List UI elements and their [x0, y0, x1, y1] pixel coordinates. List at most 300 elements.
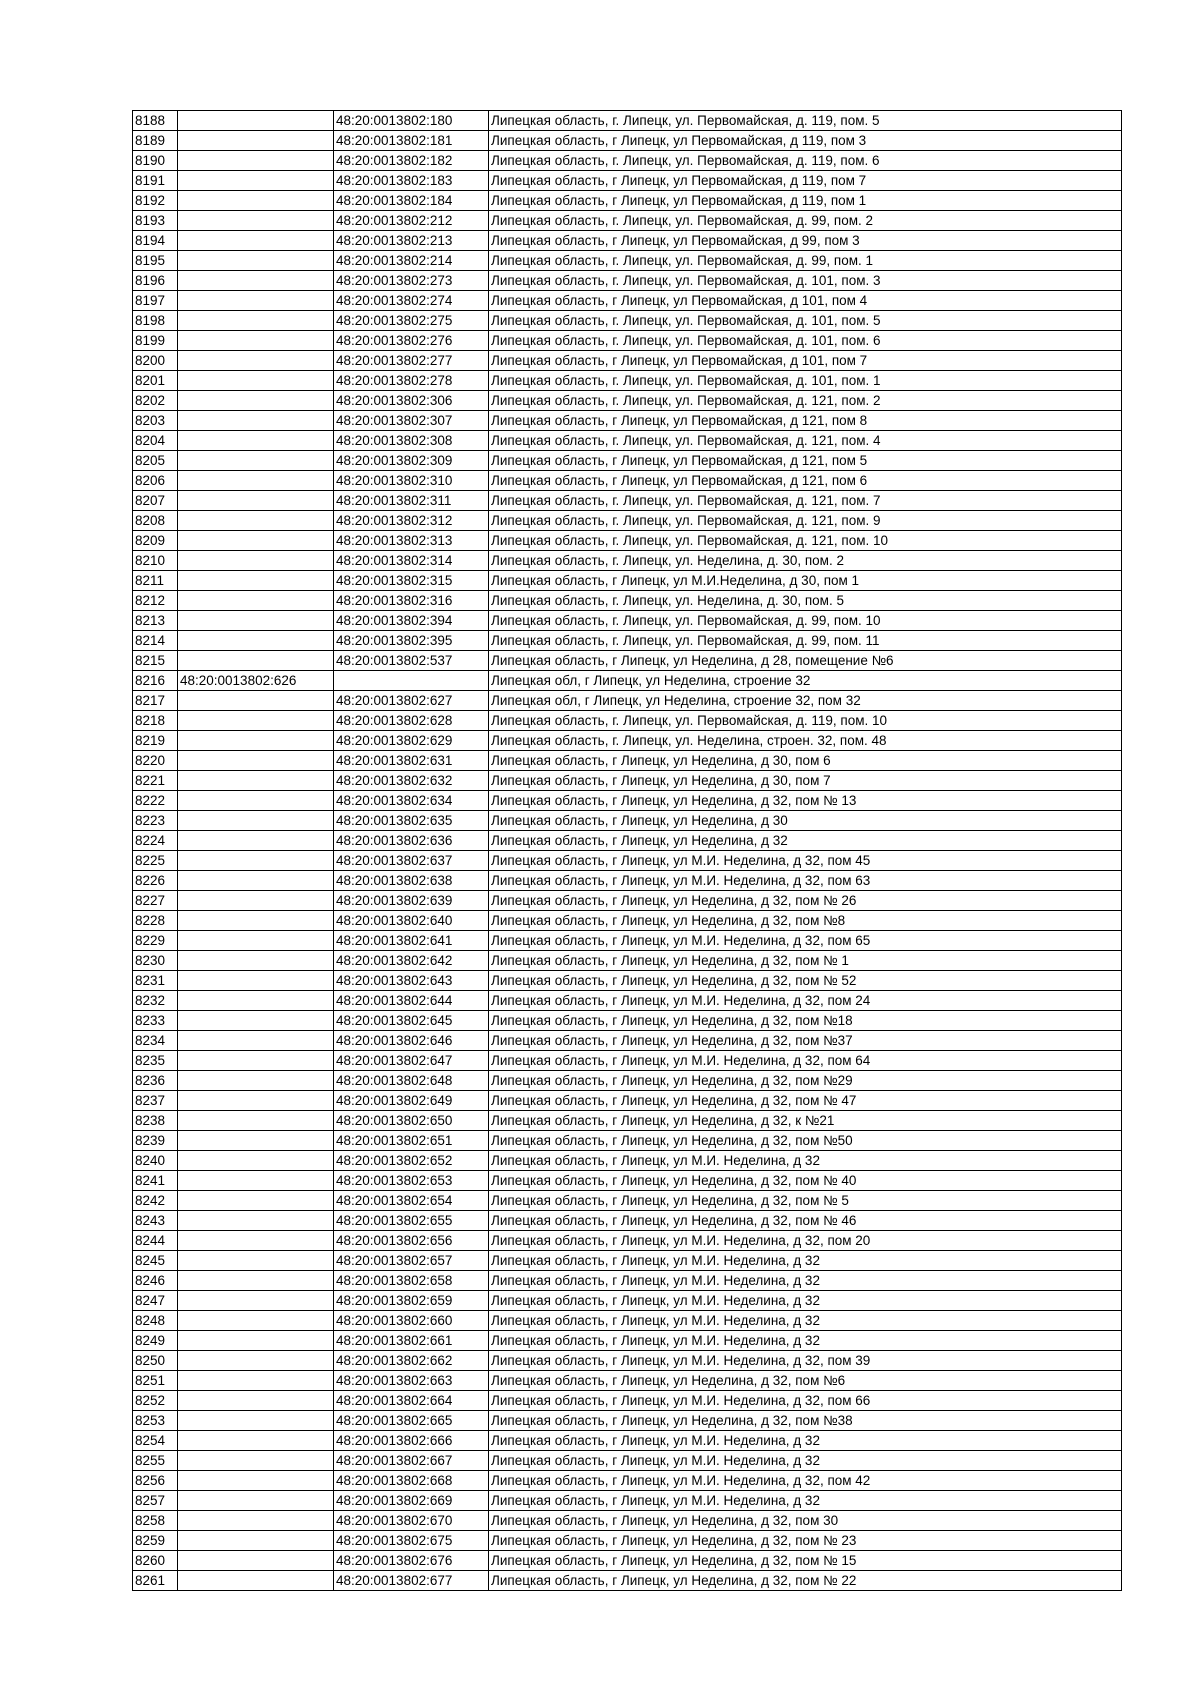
table-row: [133, 651, 1122, 671]
parent-cadastral-number-cell: [178, 1291, 334, 1311]
address-cell: Липецкая область, г Липецк, ул Неделина, д 30, пом 6: [489, 751, 1122, 771]
cadastral-number-cell: 48:20:0013802:183: [334, 171, 489, 191]
cadastral-number-cell: 48:20:0013802:634: [334, 791, 489, 811]
address-cell: Липецкая область, г Липецк, ул М.И. Неделина, д 32, пом 24: [489, 991, 1122, 1011]
table-row: [133, 1191, 1122, 1211]
table-row: [133, 791, 1122, 811]
address-cell: Липецкая область, г Липецк, ул Первомайская, д 101, пом 4: [489, 291, 1122, 311]
table-row: [133, 1411, 1122, 1431]
cadastral-number-cell: 48:20:0013802:212: [334, 211, 489, 231]
parent-cadastral-number-cell: [178, 1391, 334, 1411]
parent-cadastral-number-cell: [178, 1551, 334, 1571]
row-number-cell: 8257: [133, 1491, 178, 1511]
row-number-cell: 8203: [133, 411, 178, 431]
row-number-cell: 8245: [133, 1251, 178, 1271]
table-body: [133, 111, 1122, 1591]
table-row: [133, 911, 1122, 931]
cadastral-number-cell: 48:20:0013802:647: [334, 1051, 489, 1071]
table-row: [133, 931, 1122, 951]
table-row: [133, 271, 1122, 291]
row-number-cell: 8198: [133, 311, 178, 331]
cadastral-number-cell: 48:20:0013802:632: [334, 771, 489, 791]
parent-cadastral-number-cell: [178, 1231, 334, 1251]
table-row: [133, 711, 1122, 731]
table-row: [133, 451, 1122, 471]
table-row: [133, 851, 1122, 871]
row-number-cell: 8222: [133, 791, 178, 811]
cadastral-number-cell: 48:20:0013802:313: [334, 531, 489, 551]
cadastral-number-cell: 48:20:0013802:629: [334, 731, 489, 751]
parent-cadastral-number-cell: [178, 831, 334, 851]
address-cell: Липецкая область, г Липецк, ул М.И. Неделина, д 32, пом 42: [489, 1471, 1122, 1491]
table-row: [133, 151, 1122, 171]
cadastral-number-cell: 48:20:0013802:627: [334, 691, 489, 711]
row-number-cell: 8229: [133, 931, 178, 951]
row-number-cell: 8221: [133, 771, 178, 791]
row-number-cell: 8230: [133, 951, 178, 971]
address-cell: Липецкая область, г. Липецк, ул. Первомайская, д. 99, пом. 11: [489, 631, 1122, 651]
cadastral-number-cell: [334, 671, 489, 691]
address-cell: Липецкая область, г. Липецк, ул. Первомайская, д. 119, пом. 5: [489, 111, 1122, 131]
parent-cadastral-number-cell: [178, 1191, 334, 1211]
cadastral-number-cell: 48:20:0013802:653: [334, 1171, 489, 1191]
row-number-cell: 8234: [133, 1031, 178, 1051]
row-number-cell: 8217: [133, 691, 178, 711]
row-number-cell: 8238: [133, 1111, 178, 1131]
cadastral-number-cell: 48:20:0013802:276: [334, 331, 489, 351]
cadastral-number-cell: 48:20:0013802:648: [334, 1071, 489, 1091]
cadastral-number-cell: 48:20:0013802:638: [334, 871, 489, 891]
row-number-cell: 8255: [133, 1451, 178, 1471]
cadastral-number-cell: 48:20:0013802:641: [334, 931, 489, 951]
cadastral-number-cell: 48:20:0013802:277: [334, 351, 489, 371]
address-cell: Липецкая область, г Липецк, ул М.И. Неделина, д 32, пом 20: [489, 1231, 1122, 1251]
address-cell: Липецкая область, г Липецк, ул М.И. Неделина, д 32: [489, 1451, 1122, 1471]
parent-cadastral-number-cell: [178, 1451, 334, 1471]
parent-cadastral-number-cell: [178, 1091, 334, 1111]
address-cell: Липецкая область, г. Липецк, ул. Первомайская, д. 121, пом. 7: [489, 491, 1122, 511]
row-number-cell: 8227: [133, 891, 178, 911]
row-number-cell: 8243: [133, 1211, 178, 1231]
row-number-cell: 8209: [133, 531, 178, 551]
parent-cadastral-number-cell: [178, 651, 334, 671]
table-row: [133, 971, 1122, 991]
address-cell: Липецкая область, г. Липецк, ул. Первомайская, д. 101, пом. 3: [489, 271, 1122, 291]
cadastral-number-cell: 48:20:0013802:650: [334, 1111, 489, 1131]
table-row: [133, 1351, 1122, 1371]
cadastral-number-cell: 48:20:0013802:631: [334, 751, 489, 771]
cadastral-number-cell: 48:20:0013802:643: [334, 971, 489, 991]
parent-cadastral-number-cell: [178, 471, 334, 491]
cadastral-number-cell: 48:20:0013802:311: [334, 491, 489, 511]
address-cell: Липецкая область, г. Липецк, ул. Первомайская, д. 121, пом. 2: [489, 391, 1122, 411]
table-row: [133, 1331, 1122, 1351]
cadastral-number-cell: 48:20:0013802:181: [334, 131, 489, 151]
row-number-cell: 8205: [133, 451, 178, 471]
table-row: [133, 431, 1122, 451]
table-row: [133, 1451, 1122, 1471]
table-row: [133, 1151, 1122, 1171]
address-cell: Липецкая область, г. Липецк, ул. Первомайская, д. 99, пом. 1: [489, 251, 1122, 271]
parent-cadastral-number-cell: [178, 271, 334, 291]
cadastral-number-cell: 48:20:0013802:628: [334, 711, 489, 731]
address-cell: Липецкая область, г. Липецк, ул. Неделина, д. 30, пом. 2: [489, 551, 1122, 571]
cadastral-number-cell: 48:20:0013802:395: [334, 631, 489, 651]
row-number-cell: 8261: [133, 1571, 178, 1591]
address-cell: Липецкая область, г Липецк, ул Неделина, д 32, пом № 22: [489, 1571, 1122, 1591]
cadastral-number-cell: 48:20:0013802:310: [334, 471, 489, 491]
address-cell: Липецкая область, г Липецк, ул Неделина, д 32, пом № 47: [489, 1091, 1122, 1111]
table-row: [133, 311, 1122, 331]
address-cell: Липецкая область, г. Липецк, ул. Первомайская, д. 101, пом. 5: [489, 311, 1122, 331]
parent-cadastral-number-cell: [178, 971, 334, 991]
parent-cadastral-number-cell: [178, 1211, 334, 1231]
row-number-cell: 8248: [133, 1311, 178, 1331]
cadastral-number-cell: 48:20:0013802:666: [334, 1431, 489, 1451]
row-number-cell: 8235: [133, 1051, 178, 1071]
parent-cadastral-number-cell: [178, 431, 334, 451]
row-number-cell: 8252: [133, 1391, 178, 1411]
address-cell: Липецкая область, г Липецк, ул Первомайская, д 121, пом 6: [489, 471, 1122, 491]
row-number-cell: 8204: [133, 431, 178, 451]
address-cell: Липецкая область, г Липецк, ул М.И. Неделина, д 32: [489, 1291, 1122, 1311]
row-number-cell: 8244: [133, 1231, 178, 1251]
table-row: [133, 1511, 1122, 1531]
row-number-cell: 8219: [133, 731, 178, 751]
parent-cadastral-number-cell: [178, 1111, 334, 1131]
parent-cadastral-number-cell: [178, 1491, 334, 1511]
row-number-cell: 8260: [133, 1551, 178, 1571]
parent-cadastral-number-cell: [178, 1511, 334, 1531]
address-cell: Липецкая область, г Липецк, ул М.И. Неделина, д 32: [489, 1311, 1122, 1331]
address-cell: Липецкая область, г Липецк, ул Первомайская, д 119, пом 3: [489, 131, 1122, 151]
address-cell: Липецкая область, г Липецк, ул Неделина, д 32, пом №8: [489, 911, 1122, 931]
cadastral-number-cell: 48:20:0013802:644: [334, 991, 489, 1011]
cadastral-number-cell: 48:20:0013802:655: [334, 1211, 489, 1231]
table-row: [133, 1291, 1122, 1311]
table-row: [133, 1071, 1122, 1091]
table-row: [133, 1131, 1122, 1151]
parent-cadastral-number-cell: [178, 211, 334, 231]
row-number-cell: 8240: [133, 1151, 178, 1171]
parent-cadastral-number-cell: [178, 731, 334, 751]
cadastral-number-cell: 48:20:0013802:651: [334, 1131, 489, 1151]
cadastral-number-cell: 48:20:0013802:308: [334, 431, 489, 451]
cadastral-number-cell: 48:20:0013802:635: [334, 811, 489, 831]
row-number-cell: 8191: [133, 171, 178, 191]
address-cell: Липецкая область, г Липецк, ул Неделина, д 32, пом № 1: [489, 951, 1122, 971]
row-number-cell: 8241: [133, 1171, 178, 1191]
table-row: [133, 891, 1122, 911]
cadastral-number-cell: 48:20:0013802:665: [334, 1411, 489, 1431]
cadastral-number-cell: 48:20:0013802:273: [334, 271, 489, 291]
table-row: [133, 691, 1122, 711]
row-number-cell: 8196: [133, 271, 178, 291]
address-cell: Липецкая область, г Липецк, ул Неделина, д 32, пом 30: [489, 1511, 1122, 1531]
table-row: [133, 1431, 1122, 1451]
address-cell: Липецкая область, г. Липецк, ул. Первомайская, д. 99, пом. 2: [489, 211, 1122, 231]
table-row: [133, 231, 1122, 251]
table-row: [133, 291, 1122, 311]
cadastral-number-cell: 48:20:0013802:274: [334, 291, 489, 311]
parent-cadastral-number-cell: [178, 391, 334, 411]
cadastral-number-cell: 48:20:0013802:664: [334, 1391, 489, 1411]
table-row: [133, 1371, 1122, 1391]
table-row: [133, 1091, 1122, 1111]
row-number-cell: 8210: [133, 551, 178, 571]
address-cell: Липецкая область, г Липецк, ул Первомайская, д 119, пом 7: [489, 171, 1122, 191]
parent-cadastral-number-cell: [178, 1531, 334, 1551]
address-cell: Липецкая область, г Липецк, ул М.И. Неделина, д 32, пом 66: [489, 1391, 1122, 1411]
row-number-cell: 8215: [133, 651, 178, 671]
cadastral-number-cell: 48:20:0013802:636: [334, 831, 489, 851]
parent-cadastral-number-cell: [178, 531, 334, 551]
cadastral-number-cell: 48:20:0013802:675: [334, 1531, 489, 1551]
parent-cadastral-number-cell: [178, 811, 334, 831]
address-cell: Липецкая область, г Липецк, ул Неделина, д 32, пом № 23: [489, 1531, 1122, 1551]
row-number-cell: 8218: [133, 711, 178, 731]
cadastral-number-cell: 48:20:0013802:275: [334, 311, 489, 331]
address-cell: Липецкая область, г Липецк, ул Неделина, д 28, помещение №6: [489, 651, 1122, 671]
table-row: [133, 1011, 1122, 1031]
parent-cadastral-number-cell: [178, 1371, 334, 1391]
parent-cadastral-number-cell: [178, 1071, 334, 1091]
parent-cadastral-number-cell: 48:20:0013802:626: [178, 671, 334, 691]
parent-cadastral-number-cell: [178, 171, 334, 191]
table-row: [133, 1471, 1122, 1491]
parent-cadastral-number-cell: [178, 851, 334, 871]
cadastral-number-cell: 48:20:0013802:662: [334, 1351, 489, 1371]
address-cell: Липецкая обл, г Липецк, ул Неделина, строение 32, пом 32: [489, 691, 1122, 711]
table-row: [133, 1491, 1122, 1511]
parent-cadastral-number-cell: [178, 311, 334, 331]
parent-cadastral-number-cell: [178, 891, 334, 911]
row-number-cell: 8192: [133, 191, 178, 211]
cadastral-number-cell: 48:20:0013802:661: [334, 1331, 489, 1351]
table-row: [133, 871, 1122, 891]
table-row: [133, 211, 1122, 231]
row-number-cell: 8190: [133, 151, 178, 171]
cadastral-number-cell: 48:20:0013802:656: [334, 1231, 489, 1251]
row-number-cell: 8237: [133, 1091, 178, 1111]
address-cell: Липецкая область, г. Липецк, ул. Первомайская, д. 119, пом. 10: [489, 711, 1122, 731]
row-number-cell: 8199: [133, 331, 178, 351]
cadastral-number-cell: 48:20:0013802:309: [334, 451, 489, 471]
address-cell: Липецкая область, г Липецк, ул Неделина, д 32, пом № 13: [489, 791, 1122, 811]
cadastral-number-cell: 48:20:0013802:654: [334, 1191, 489, 1211]
address-cell: Липецкая область, г Липецк, ул М.И. Неделина, д 32, пом 39: [489, 1351, 1122, 1371]
table-row: [133, 1051, 1122, 1071]
address-cell: Липецкая область, г Липецк, ул Первомайская, д 101, пом 7: [489, 351, 1122, 371]
row-number-cell: 8211: [133, 571, 178, 591]
address-cell: Липецкая область, г Липецк, ул Неделина, д 32, пом № 5: [489, 1191, 1122, 1211]
parent-cadastral-number-cell: [178, 751, 334, 771]
address-cell: Липецкая область, г Липецк, ул М.И.Неделина, д 30, пом 1: [489, 571, 1122, 591]
row-number-cell: 8259: [133, 1531, 178, 1551]
row-number-cell: 8193: [133, 211, 178, 231]
parent-cadastral-number-cell: [178, 1251, 334, 1271]
address-cell: Липецкая область, г Липецк, ул Неделина, д 32: [489, 831, 1122, 851]
cadastral-number-cell: 48:20:0013802:676: [334, 1551, 489, 1571]
row-number-cell: 8233: [133, 1011, 178, 1031]
address-cell: Липецкая область, г Липецк, ул М.И. Неделина, д 32: [489, 1431, 1122, 1451]
row-number-cell: 8232: [133, 991, 178, 1011]
address-cell: Липецкая область, г Липецк, ул М.И. Неделина, д 32, пом 64: [489, 1051, 1122, 1071]
address-cell: Липецкая область, г Липецк, ул Неделина, д 30: [489, 811, 1122, 831]
table-row: [133, 671, 1122, 691]
address-cell: Липецкая область, г Липецк, ул Неделина, д 32, пом №50: [489, 1131, 1122, 1151]
cadastral-number-cell: 48:20:0013802:667: [334, 1451, 489, 1471]
address-cell: Липецкая область, г Липецк, ул Неделина, д 32, пом № 26: [489, 891, 1122, 911]
table-row: [133, 631, 1122, 651]
row-number-cell: 8228: [133, 911, 178, 931]
parent-cadastral-number-cell: [178, 411, 334, 431]
row-number-cell: 8246: [133, 1271, 178, 1291]
row-number-cell: 8212: [133, 591, 178, 611]
table-row: [133, 491, 1122, 511]
row-number-cell: 8231: [133, 971, 178, 991]
address-cell: Липецкая область, г Липецк, ул Первомайская, д 121, пом 8: [489, 411, 1122, 431]
cadastral-number-cell: 48:20:0013802:642: [334, 951, 489, 971]
table-row: [133, 951, 1122, 971]
table-row: [133, 411, 1122, 431]
row-number-cell: 8194: [133, 231, 178, 251]
cadastral-number-cell: 48:20:0013802:657: [334, 1251, 489, 1271]
cadastral-number-cell: 48:20:0013802:658: [334, 1271, 489, 1291]
row-number-cell: 8242: [133, 1191, 178, 1211]
cadastral-number-cell: 48:20:0013802:213: [334, 231, 489, 251]
parent-cadastral-number-cell: [178, 691, 334, 711]
address-cell: Липецкая область, г Липецк, ул Первомайская, д 121, пом 5: [489, 451, 1122, 471]
table-row: [133, 531, 1122, 551]
row-number-cell: 8206: [133, 471, 178, 491]
cadastral-number-cell: 48:20:0013802:537: [334, 651, 489, 671]
table-row: [133, 371, 1122, 391]
table-row: [133, 1531, 1122, 1551]
table-row: [133, 1271, 1122, 1291]
parent-cadastral-number-cell: [178, 1331, 334, 1351]
cadastral-number-cell: 48:20:0013802:278: [334, 371, 489, 391]
table-row: [133, 191, 1122, 211]
row-number-cell: 8236: [133, 1071, 178, 1091]
parent-cadastral-number-cell: [178, 1151, 334, 1171]
parent-cadastral-number-cell: [178, 331, 334, 351]
cadastral-number-cell: 48:20:0013802:182: [334, 151, 489, 171]
row-number-cell: 8197: [133, 291, 178, 311]
address-cell: Липецкая область, г Липецк, ул М.И. Неделина, д 32, пом 65: [489, 931, 1122, 951]
table-row: [133, 351, 1122, 371]
row-number-cell: 8256: [133, 1471, 178, 1491]
address-cell: Липецкая область, г Липецк, ул Неделина, д 32, пом №18: [489, 1011, 1122, 1031]
row-number-cell: 8216: [133, 671, 178, 691]
address-cell: Липецкая область, г Липецк, ул М.И. Неделина, д 32: [489, 1491, 1122, 1511]
address-cell: Липецкая область, г. Липецк, ул. Первомайская, д. 121, пом. 10: [489, 531, 1122, 551]
property-table: [132, 110, 1122, 1591]
cadastral-number-cell: 48:20:0013802:668: [334, 1471, 489, 1491]
cadastral-number-cell: 48:20:0013802:639: [334, 891, 489, 911]
address-cell: Липецкая область, г Липецк, ул М.И. Неделина, д 32: [489, 1331, 1122, 1351]
table-row: [133, 731, 1122, 751]
row-number-cell: 8213: [133, 611, 178, 631]
row-number-cell: 8253: [133, 1411, 178, 1431]
address-cell: Липецкая область, г. Липецк, ул. Первомайская, д. 101, пом. 1: [489, 371, 1122, 391]
parent-cadastral-number-cell: [178, 1271, 334, 1291]
address-cell: Липецкая область, г Липецк, ул М.И. Неделина, д 32: [489, 1251, 1122, 1271]
parent-cadastral-number-cell: [178, 111, 334, 131]
parent-cadastral-number-cell: [178, 1031, 334, 1051]
table-row: [133, 171, 1122, 191]
cadastral-number-cell: 48:20:0013802:316: [334, 591, 489, 611]
table-row: [133, 111, 1122, 131]
cadastral-number-cell: 48:20:0013802:670: [334, 1511, 489, 1531]
parent-cadastral-number-cell: [178, 551, 334, 571]
row-number-cell: 8247: [133, 1291, 178, 1311]
row-number-cell: 8250: [133, 1351, 178, 1371]
table-row: [133, 1211, 1122, 1231]
table-row: [133, 831, 1122, 851]
parent-cadastral-number-cell: [178, 451, 334, 471]
address-cell: Липецкая область, г Липецк, ул Неделина, д 32, пом №6: [489, 1371, 1122, 1391]
table-row: [133, 1391, 1122, 1411]
row-number-cell: 8225: [133, 851, 178, 871]
cadastral-number-cell: 48:20:0013802:637: [334, 851, 489, 871]
table-row: [133, 1311, 1122, 1331]
table-row: [133, 1551, 1122, 1571]
cadastral-number-cell: 48:20:0013802:652: [334, 1151, 489, 1171]
row-number-cell: 8249: [133, 1331, 178, 1351]
address-cell: Липецкая область, г Липецк, ул Неделина, д 32, пом № 40: [489, 1171, 1122, 1191]
cadastral-number-cell: 48:20:0013802:180: [334, 111, 489, 131]
parent-cadastral-number-cell: [178, 1571, 334, 1591]
row-number-cell: 8208: [133, 511, 178, 531]
cadastral-number-cell: 48:20:0013802:184: [334, 191, 489, 211]
address-cell: Липецкая область, г Липецк, ул М.И. Неделина, д 32: [489, 1151, 1122, 1171]
row-number-cell: 8200: [133, 351, 178, 371]
parent-cadastral-number-cell: [178, 1471, 334, 1491]
parent-cadastral-number-cell: [178, 711, 334, 731]
row-number-cell: 8251: [133, 1371, 178, 1391]
cadastral-number-cell: 48:20:0013802:315: [334, 571, 489, 591]
parent-cadastral-number-cell: [178, 351, 334, 371]
cadastral-number-cell: 48:20:0013802:649: [334, 1091, 489, 1111]
address-cell: Липецкая область, г. Липецк, ул. Первомайская, д. 119, пом. 6: [489, 151, 1122, 171]
table-row: [133, 331, 1122, 351]
cadastral-number-cell: 48:20:0013802:646: [334, 1031, 489, 1051]
parent-cadastral-number-cell: [178, 1011, 334, 1031]
address-cell: Липецкая область, г Липецк, ул Первомайская, д 119, пом 1: [489, 191, 1122, 211]
parent-cadastral-number-cell: [178, 1351, 334, 1371]
parent-cadastral-number-cell: [178, 231, 334, 251]
table-row: [133, 551, 1122, 571]
table-row: [133, 811, 1122, 831]
parent-cadastral-number-cell: [178, 571, 334, 591]
row-number-cell: 8239: [133, 1131, 178, 1151]
table-row: [133, 1231, 1122, 1251]
cadastral-number-cell: 48:20:0013802:394: [334, 611, 489, 631]
address-cell: Липецкая область, г Липецк, ул Неделина, д 32, пом №38: [489, 1411, 1122, 1431]
address-cell: Липецкая область, г Липецк, ул М.И. Неделина, д 32, пом 45: [489, 851, 1122, 871]
table-row: [133, 571, 1122, 591]
parent-cadastral-number-cell: [178, 1431, 334, 1451]
parent-cadastral-number-cell: [178, 1051, 334, 1071]
parent-cadastral-number-cell: [178, 931, 334, 951]
parent-cadastral-number-cell: [178, 631, 334, 651]
table-row: [133, 771, 1122, 791]
parent-cadastral-number-cell: [178, 591, 334, 611]
parent-cadastral-number-cell: [178, 611, 334, 631]
row-number-cell: 8220: [133, 751, 178, 771]
parent-cadastral-number-cell: [178, 511, 334, 531]
